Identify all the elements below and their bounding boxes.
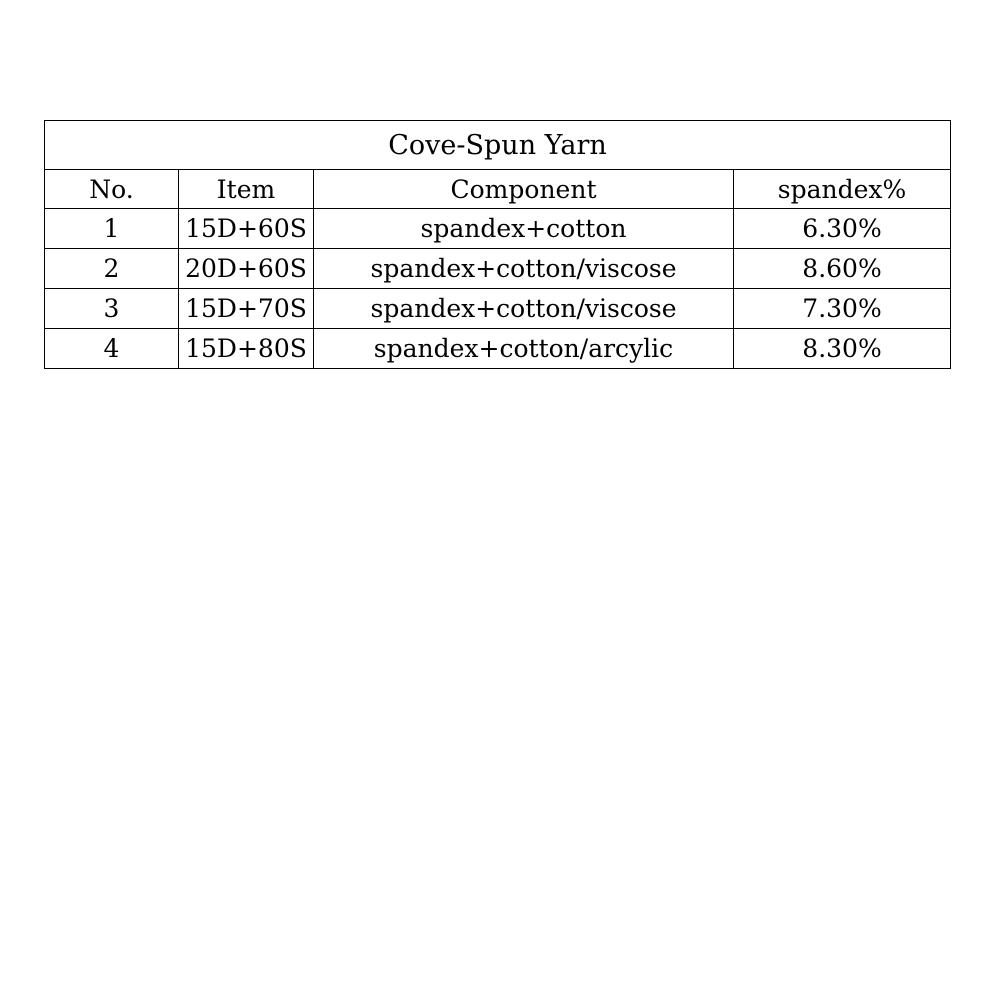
header-item: Item bbox=[179, 170, 314, 209]
table-title-row bbox=[45, 121, 951, 170]
cell-item: 15D+70S bbox=[179, 289, 314, 329]
cell-no: 3 bbox=[45, 289, 179, 329]
cell-spandex-percent: 7.30% bbox=[734, 289, 951, 329]
cell-spandex-percent: 8.60% bbox=[734, 249, 951, 289]
table-row bbox=[45, 289, 951, 329]
cell-item: 15D+60S bbox=[179, 209, 314, 249]
cell-component: spandex+cotton bbox=[314, 209, 734, 249]
table-row bbox=[45, 209, 951, 249]
table-row bbox=[45, 329, 951, 369]
header-component: Component bbox=[314, 170, 734, 209]
cell-component: spandex+cotton/viscose bbox=[314, 249, 734, 289]
cell-no: 2 bbox=[45, 249, 179, 289]
cell-component: spandex+cotton/arcylic bbox=[314, 329, 734, 369]
cell-component: spandex+cotton/viscose bbox=[314, 289, 734, 329]
cell-item: 20D+60S bbox=[179, 249, 314, 289]
cell-no: 4 bbox=[45, 329, 179, 369]
table-row bbox=[45, 249, 951, 289]
cell-spandex-percent: 8.30% bbox=[734, 329, 951, 369]
table-title: Cove-Spun Yarn bbox=[45, 121, 951, 170]
header-spandex-percent: spandex% bbox=[734, 170, 951, 209]
cell-no: 1 bbox=[45, 209, 179, 249]
yarn-spec-table bbox=[44, 120, 951, 369]
header-no: No. bbox=[45, 170, 179, 209]
table-header-row bbox=[45, 170, 951, 209]
cell-spandex-percent: 6.30% bbox=[734, 209, 951, 249]
cell-item: 15D+80S bbox=[179, 329, 314, 369]
